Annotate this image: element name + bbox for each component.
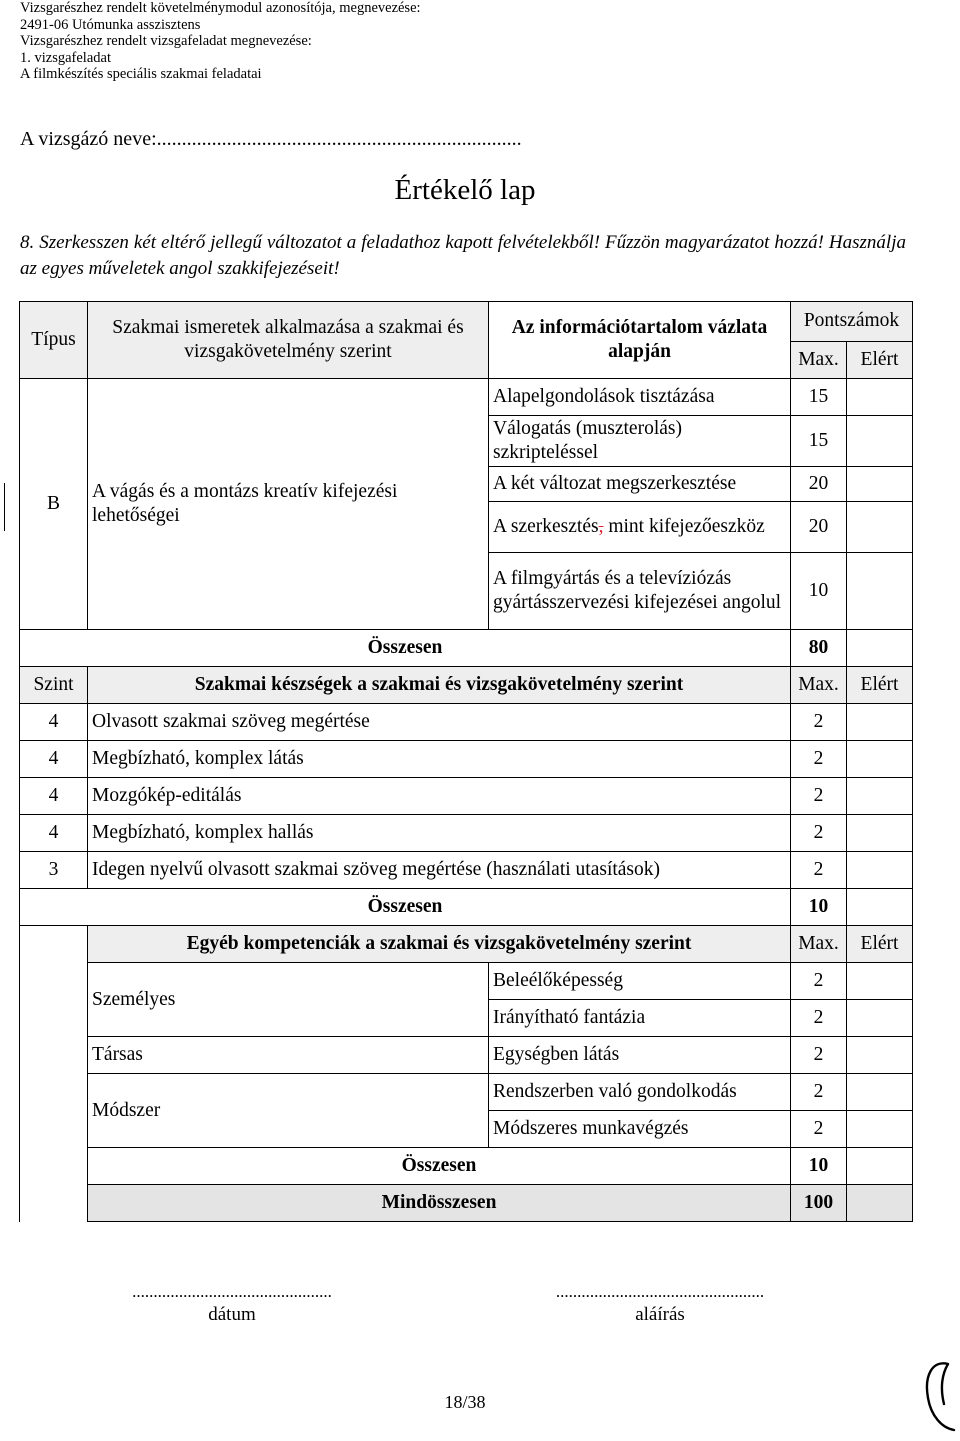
sum-row: [20, 889, 913, 926]
skill-max: 2: [791, 852, 847, 889]
group-social: Társas: [88, 1037, 489, 1074]
info-item: A filmgyártás és a televíziózás gyártásszervezési kifejezései angolul: [489, 553, 791, 630]
header-reached: Elért: [847, 926, 913, 963]
skill-level: 4: [20, 741, 88, 778]
competence-reached[interactable]: [847, 1037, 913, 1074]
competence-max: 2: [791, 963, 847, 1000]
info-item: [489, 502, 791, 553]
header-max: Max.: [791, 341, 847, 379]
competence-max: 2: [791, 1074, 847, 1111]
task-text-part2: Fűzzön magyarázatot hozzá! Használja az egyes műveletek angol szakkifejezéseit!: [20, 232, 906, 279]
skill-label: Olvasott szakmai szöveg megértése: [88, 704, 791, 741]
header-line: Vizsgarészhez rendelt vizsgafeladat megnevezése:: [20, 33, 312, 49]
skill-level: 4: [20, 704, 88, 741]
info-item: Válogatás (muszterolás) szkripteléssel: [489, 416, 791, 467]
header-reached: Elért: [847, 667, 913, 704]
info-max: 20: [791, 502, 847, 553]
info-reached[interactable]: [847, 467, 913, 502]
total-reached[interactable]: [847, 1185, 913, 1222]
competence-max: 2: [791, 1111, 847, 1148]
sum-row: [20, 1148, 913, 1185]
sum-row: [20, 630, 913, 667]
competence-label: Egységben látás: [489, 1037, 791, 1074]
sum-max: 10: [791, 1148, 847, 1185]
skill-label: Megbízható, komplex hallás: [88, 815, 791, 852]
info-max: 15: [791, 379, 847, 416]
task-description: [20, 230, 906, 282]
info-max: 10: [791, 553, 847, 630]
date-signature-block: [104, 1282, 360, 1326]
type-cell: B: [20, 379, 88, 630]
skill-reached[interactable]: [847, 852, 913, 889]
knowledge-cell: A vágás és a montázs kreatív kifejezési lehetőségei: [88, 379, 489, 630]
info-item-text: A szerkesztés: [493, 516, 599, 537]
skill-level: 3: [20, 852, 88, 889]
info-max: 15: [791, 416, 847, 467]
page-title: Értékelő lap: [394, 174, 536, 206]
info-item: Alapelgondolások tisztázása: [489, 379, 791, 416]
sum-reached[interactable]: [847, 630, 913, 667]
skill-reached[interactable]: [847, 815, 913, 852]
competence-label: Rendszerben való gondolkodás: [489, 1074, 791, 1111]
total-max: 100: [791, 1185, 847, 1222]
info-item-text: mint kifejezőeszköz: [603, 516, 765, 537]
sum-max: 10: [791, 889, 847, 926]
sum-label: Összesen: [88, 1148, 791, 1185]
table-row: [20, 379, 913, 416]
skills-header-row: [20, 667, 913, 704]
competence-reached[interactable]: [847, 1074, 913, 1111]
skill-label: Idegen nyelvű olvasott szakmai szöveg megértése (használati utasítások): [88, 852, 791, 889]
sum-max: 80: [791, 630, 847, 667]
header-line: 2491-06 Utómunka asszisztens: [20, 16, 201, 33]
date-label: dátum: [208, 1304, 256, 1325]
skill-reached[interactable]: [847, 741, 913, 778]
table-row: [20, 852, 913, 889]
group-method: Módszer: [88, 1074, 489, 1148]
table-row: [20, 815, 913, 852]
task-text-part1: 8. Szerkesszen két eltérő jellegű változatot a feladathoz kapott felvételekből!: [20, 232, 601, 253]
competence-label: Beleélőképesség: [489, 963, 791, 1000]
skill-label: Megbízható, komplex látás: [88, 741, 791, 778]
info-reached[interactable]: [847, 553, 913, 630]
header-line: Vizsgarészhez rendelt követelménymodul azonosítója, megnevezése:: [20, 0, 421, 16]
header-max: Max.: [791, 667, 847, 704]
table-row: [20, 741, 913, 778]
header-other: Egyéb kompetenciák a szakmai és vizsgakövetelmény szerint: [88, 926, 791, 963]
info-max: 20: [791, 467, 847, 502]
header-max: Max.: [791, 926, 847, 963]
competence-reached[interactable]: [847, 963, 913, 1000]
blank-left-cell: [20, 926, 88, 1222]
table-row: [20, 1037, 913, 1074]
evaluation-table: [19, 301, 913, 1222]
total-label: Mindösszesen: [88, 1185, 791, 1222]
total-row: [20, 1185, 913, 1222]
revision-margin-bar: [4, 483, 5, 531]
document-header: [20, 0, 421, 83]
deleted-comma: ,: [598, 516, 604, 537]
info-reached[interactable]: [847, 502, 913, 553]
skill-max: 2: [791, 704, 847, 741]
competence-reached[interactable]: [847, 1000, 913, 1037]
skill-max: 2: [791, 741, 847, 778]
signature-line[interactable]: .................................................: [555, 1282, 765, 1301]
skill-level: 4: [20, 778, 88, 815]
header-skills: Szakmai készségek a szakmai és vizsgakövetelmény szerint: [88, 667, 791, 704]
header-type: Típus: [20, 302, 88, 379]
skill-level: 4: [20, 815, 88, 852]
date-line[interactable]: ...............................................: [132, 1282, 332, 1301]
table-header-row: [20, 302, 913, 342]
header-knowledge: Szakmai ismeretek alkalmazása a szakmai és vizsgakövetelmény szerint: [88, 302, 489, 379]
sum-label: Összesen: [20, 889, 791, 926]
candidate-name-field[interactable]: A vizsgázó neve:.........................................................................: [20, 128, 522, 150]
skill-max: 2: [791, 815, 847, 852]
competence-reached[interactable]: [847, 1111, 913, 1148]
competence-max: 2: [791, 1037, 847, 1074]
skill-label: Mozgókép-editálás: [88, 778, 791, 815]
skill-reached[interactable]: [847, 778, 913, 815]
signature-label: aláírás: [635, 1304, 685, 1325]
signature-block: [532, 1282, 788, 1326]
competence-label: Irányítható fantázia: [489, 1000, 791, 1037]
header-reached: Elért: [847, 341, 913, 379]
competence-max: 2: [791, 1000, 847, 1037]
sum-label: Összesen: [20, 630, 791, 667]
skill-reached[interactable]: [847, 704, 913, 741]
header-level: Szint: [20, 667, 88, 704]
header-points: Pontszámok: [791, 302, 913, 342]
table-row: [20, 778, 913, 815]
header-info: Az információtartalom vázlata alapján: [489, 302, 791, 379]
sum-reached[interactable]: [847, 889, 913, 926]
group-personal: Személyes: [88, 963, 489, 1037]
info-reached[interactable]: [847, 379, 913, 416]
table-row: [20, 963, 913, 1000]
header-line: A filmkészítés speciális szakmai feladatai: [20, 66, 262, 82]
info-item: A két változat megszerkesztése: [489, 467, 791, 502]
info-reached[interactable]: [847, 416, 913, 467]
table-row: [20, 704, 913, 741]
skill-max: 2: [791, 778, 847, 815]
page-number: 18/38: [444, 1392, 486, 1412]
competence-label: Módszeres munkavégzés: [489, 1111, 791, 1148]
table-row: [20, 1074, 913, 1111]
handwritten-mark-icon: [918, 1358, 958, 1441]
header-line: 1. vizsgafeladat: [20, 49, 111, 66]
competence-header-row: [20, 926, 913, 963]
sum-reached[interactable]: [847, 1148, 913, 1185]
